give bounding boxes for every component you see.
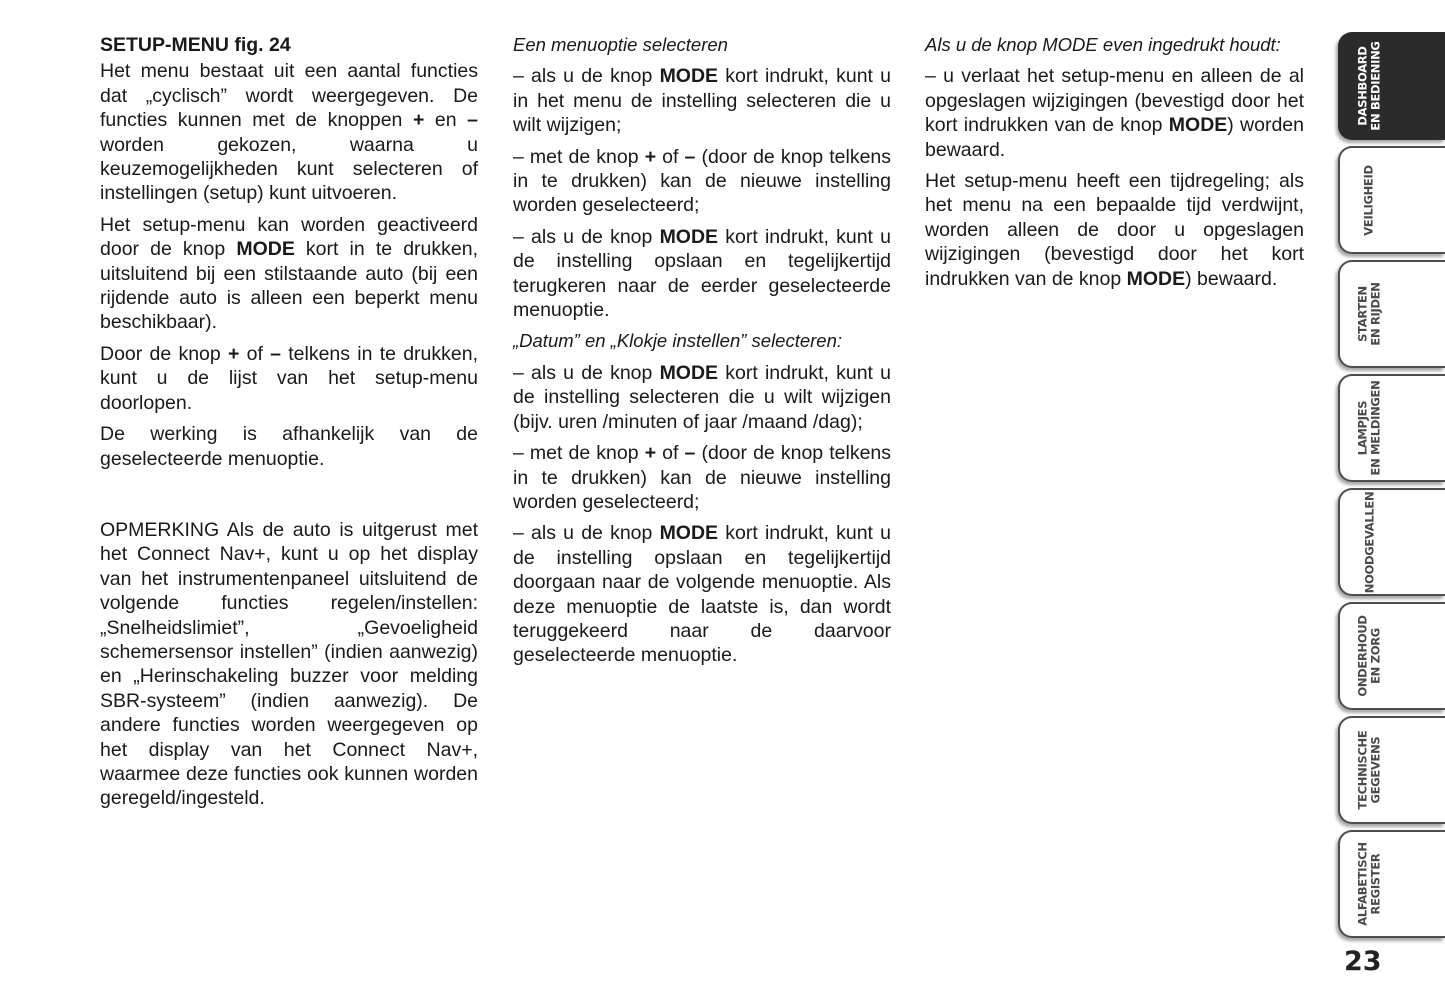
step-paragraph: – als u de knop MODE kort indrukt, kunt u de instelling opslaan en tegelijkertijd doorgaan naar de volgende menuoptie. Als deze menuoptie de laatste is, dan wordt teruggekeerd naar de daarvoor geselecteerde menuoptie. [513, 522, 891, 667]
tab-dashboard[interactable]: DASHBOARD EN BEDIENING [1338, 32, 1445, 140]
tab-lampjes[interactable]: LAMPJES EN MELDINGEN [1338, 374, 1445, 482]
paragraph-intro: Het menu bestaat uit een aantal functies dat „cyclisch” wordt weergegeven. De functies kunnen met de knoppen + en – worden gekozen, waarna u keuzemogelijkheden kunt selecteren of instellingen (setup) kunt uitvoeren. [100, 60, 478, 205]
tab-veiligheid[interactable]: VEILIGHEID [1338, 146, 1445, 254]
step-paragraph: – als u de knop MODE kort indrukt, kunt u in het menu de instelling selecteren die u wilt wijzigen; [513, 65, 891, 137]
tab-onderhoud[interactable]: ONDERHOUD EN ZORG [1338, 602, 1445, 710]
subheading-select-option: Een menuoptie selecteren [513, 34, 728, 55]
column-3 [925, 33, 1304, 298]
step-paragraph: – met de knop + of – (door de knop telkens in te drukken) kan de nieuwe instelling worden geselecteerd; [513, 442, 892, 513]
column-1 [100, 33, 478, 818]
note-paragraph: OPMERKING Als de auto is uitgerust met het Connect Nav+, kunt u op het display van het instrumentenpaneel uitsluitend de volgende functies regelen/instellen: „Snelheidslimiet”, „Gevoeligheid schemersensor instellen” (indien aanwezig) en „Herinschakeling buzzer voor melding SBR-systeem” (indien aanwezig). De andere functies worden weergegeven op het display van het Connect Nav+, waarmee deze functies ook kunnen worden geregeld/ingesteld. [100, 518, 478, 810]
chapter-tabs [1338, 32, 1445, 938]
step-paragraph: – met de knop + of – (door de knop telkens in te drukken) kan de nieuwe instelling worden geselecteerd; [513, 145, 892, 217]
step-paragraph: – als u de knop MODE kort indrukt, kunt u de instelling selecteren die u wilt wijzigen (bijv. uren /minuten of jaar /maand /dag); [513, 361, 891, 433]
paragraph-operation: De werking is afhankelijk van de geselecteerde menuoptie. [100, 423, 478, 470]
section-heading: SETUP-MENU fig. 24 [100, 34, 291, 56]
tab-starten[interactable]: STARTEN EN RIJDEN [1338, 260, 1445, 368]
paragraph-navigation: Door de knop + of – telkens in te drukken, kunt u de lijst van het setup-menu doorlopen. [100, 342, 478, 414]
step-paragraph: – als u de knop MODE kort indrukt, kunt u de instelling opslaan en tegelijkertijd terugkeren naar de eerder geselecteerde menuoptie. [513, 225, 891, 322]
tab-register[interactable]: ALFABETISCH REGISTER [1338, 830, 1445, 938]
page-number: 23 [1344, 946, 1382, 977]
subheading-hold-mode: Als u de knop MODE even ingedrukt houdt: [925, 34, 1281, 55]
column-2 [513, 33, 891, 675]
tab-noodgevallen[interactable]: NOODGEVALLEN [1338, 488, 1445, 596]
tab-technische[interactable]: TECHNISCHE GEGEVENS [1338, 716, 1445, 824]
subheading-date-clock: „Datum” en „Klokje instellen” selecteren: [513, 330, 843, 352]
paragraph-timeout: Het setup-menu heeft een tijdregeling; als het menu na een bepaalde tijd verdwijnt, worden alleen de door u opgeslagen wijzigingen (bevestigd door het kort indrukken van de knop MODE) bewaard. [925, 170, 1304, 290]
paragraph-exit-menu: – u verlaat het setup-menu en alleen de al opgeslagen wijzigingen (bevestigd door het kort indrukken van de knop MODE) worden bewaard. [925, 65, 1304, 161]
paragraph-activation: Het setup-menu kan worden geactiveerd door de knop MODE kort in te drukken, uitsluitend bij een stilstaande auto (bij een rijdende auto is alleen een beperkt menu beschikbaar). [100, 213, 478, 334]
